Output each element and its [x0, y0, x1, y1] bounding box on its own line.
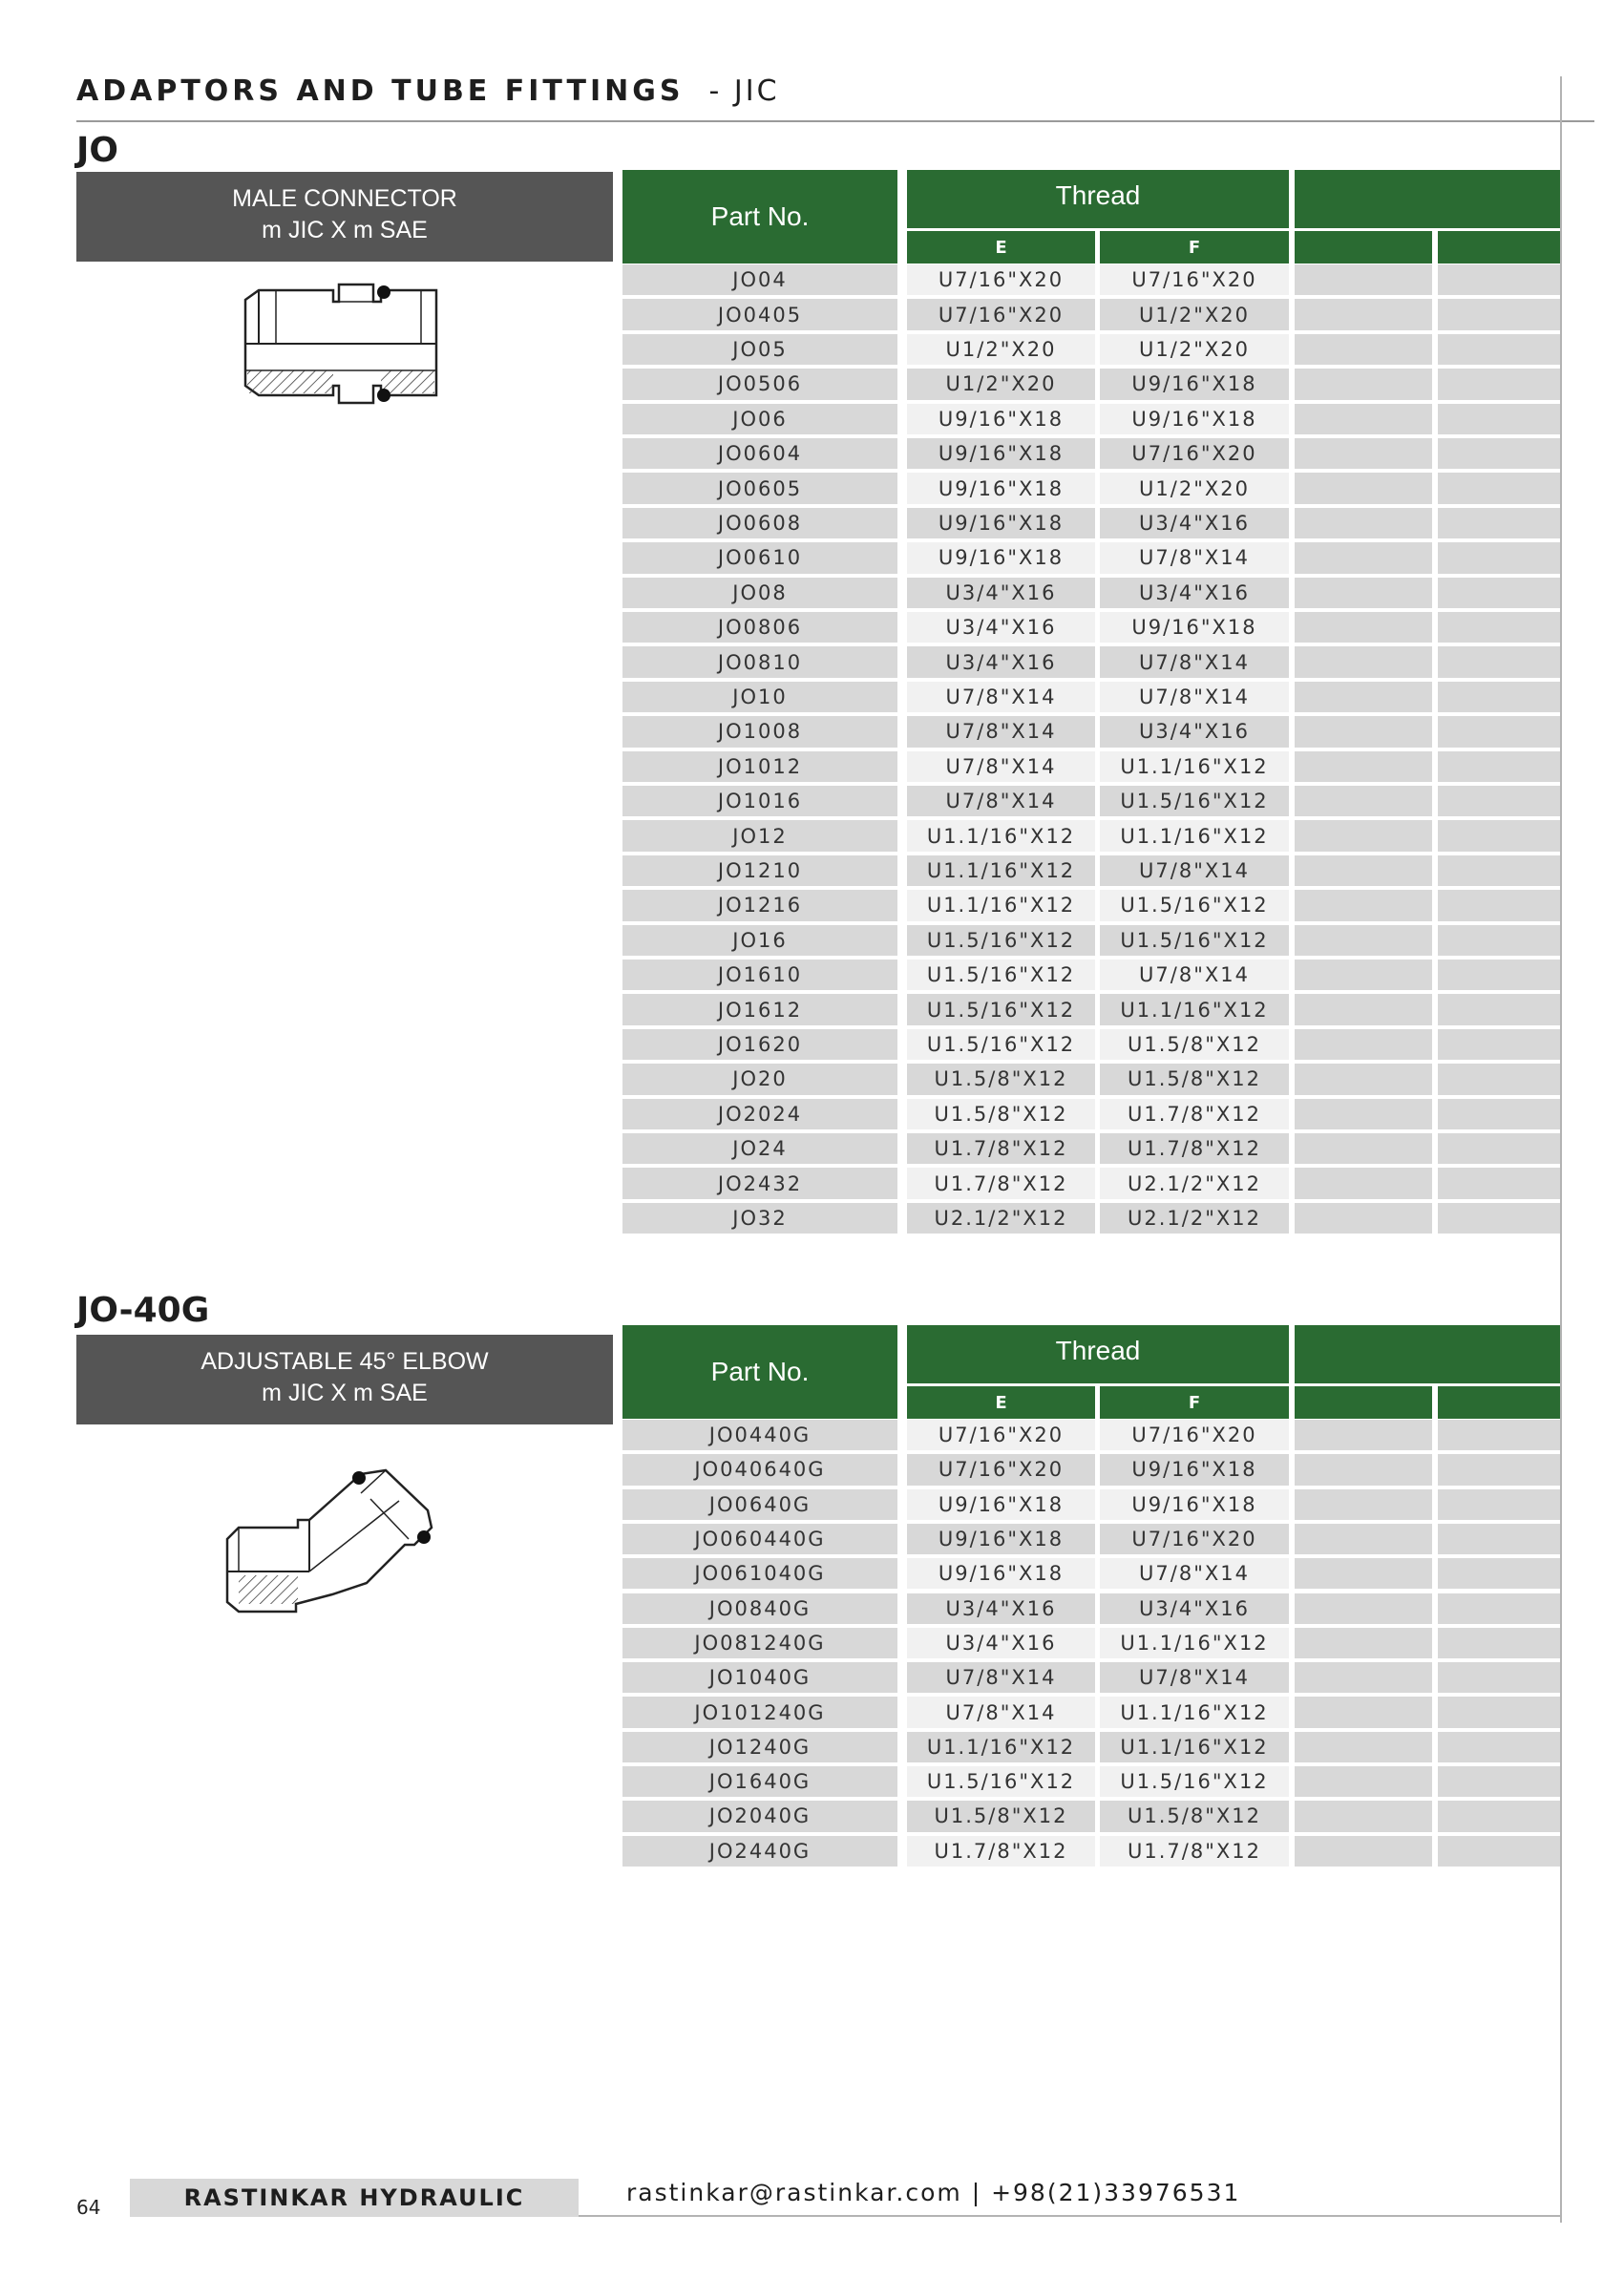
thread-f-cell: U1.5/8"X12 [1100, 1064, 1289, 1094]
contact-info: rastinkar@rastinkar.com | +98(21)33976531 [626, 2179, 1241, 2206]
thread-e-cell: U9/16"X18 [907, 438, 1095, 469]
blank-cell [1295, 1168, 1432, 1198]
thread-f-cell: U7/16"X20 [1100, 264, 1289, 295]
blank-cell [1438, 1099, 1560, 1129]
blank-cell [1295, 612, 1432, 643]
thread-f-header: F [1100, 1386, 1289, 1419]
thread-header: Thread [907, 170, 1289, 228]
thread-f-header: F [1100, 231, 1289, 264]
section-description [76, 172, 613, 262]
thread-e-cell: U7/8"X14 [907, 682, 1095, 712]
part-number-cell: JO0605 [622, 473, 897, 503]
title-divider [76, 120, 1594, 122]
description-line: m JIC X m SAE [262, 217, 428, 243]
part-number-cell: JO12 [622, 820, 897, 851]
blank-cell [1295, 960, 1432, 990]
part-number-cell: JO32 [622, 1203, 897, 1234]
thread-f-cell: U1.7/8"X12 [1100, 1133, 1289, 1164]
thread-e-cell: U7/8"X14 [907, 716, 1095, 747]
thread-e-cell: U9/16"X18 [907, 1489, 1095, 1520]
thread-f-cell: U1.5/16"X12 [1100, 786, 1289, 816]
blank-cell [1438, 1558, 1560, 1589]
thread-e-cell: U1.5/8"X12 [907, 1801, 1095, 1831]
blank-cell [1438, 1662, 1560, 1693]
blank-cell [1438, 1489, 1560, 1520]
part-number-cell: JO101240G [622, 1697, 897, 1727]
blank-cell [1295, 820, 1432, 851]
blank-cell [1295, 1203, 1432, 1234]
thread-e-cell: U9/16"X18 [907, 1558, 1095, 1589]
part-number-cell: JO060440G [622, 1524, 897, 1554]
part-number-cell: JO0840G [622, 1593, 897, 1624]
thread-e-cell: U7/16"X20 [907, 1420, 1095, 1450]
description-line: ADJUSTABLE 45° ELBOW [200, 1348, 489, 1375]
part-number-cell: JO0806 [622, 612, 897, 643]
blank-cell [1438, 578, 1560, 608]
blank-cell [1438, 1203, 1560, 1234]
thread-e-cell: U3/4"X16 [907, 578, 1095, 608]
blank-cell [1295, 1454, 1432, 1485]
page-title-sub: - JIC [708, 74, 780, 108]
blank-cell [1438, 1168, 1560, 1198]
footer-divider [579, 2215, 1560, 2217]
thread-e-cell: U2.1/2"X12 [907, 1203, 1095, 1234]
blank-cell [1295, 855, 1432, 886]
blank-cell [1438, 542, 1560, 573]
part-number-cell: JO0506 [622, 369, 897, 399]
description-line: m JIC X m SAE [262, 1380, 428, 1406]
blank-cell [1295, 334, 1432, 365]
page-title-main: ADAPTORS AND TUBE FITTINGS [76, 74, 685, 108]
part-number-cell: JO1216 [622, 890, 897, 920]
part-number-cell: JO10 [622, 682, 897, 712]
thread-e-cell: U1/2"X20 [907, 369, 1095, 399]
part-number-cell: JO0610 [622, 542, 897, 573]
right-margin-rule [1560, 76, 1562, 2223]
part-number-cell: JO0440G [622, 1420, 897, 1450]
thread-e-cell: U1.1/16"X12 [907, 890, 1095, 920]
blank-header [1295, 170, 1560, 228]
description-line: MALE CONNECTOR [232, 185, 457, 212]
blank-cell [1295, 1524, 1432, 1554]
blank-cell [1438, 1133, 1560, 1164]
part-number-cell: JO06 [622, 404, 897, 434]
thread-e-cell: U3/4"X16 [907, 1628, 1095, 1658]
part-number-cell: JO0608 [622, 508, 897, 538]
thread-f-cell: U1.7/8"X12 [1100, 1836, 1289, 1867]
thread-e-cell: U7/8"X14 [907, 786, 1095, 816]
part-number-cell: JO16 [622, 925, 897, 956]
blank-cell [1438, 855, 1560, 886]
thread-e-cell: U1.5/8"X12 [907, 1064, 1095, 1094]
thread-e-cell: U7/8"X14 [907, 1697, 1095, 1727]
part-number-cell: JO1620 [622, 1029, 897, 1060]
part-number-cell: JO1640G [622, 1766, 897, 1797]
thread-f-cell: U1/2"X20 [1100, 334, 1289, 365]
blank-cell [1295, 925, 1432, 956]
blank-cell [1438, 264, 1560, 295]
part-number-cell: JO1040G [622, 1662, 897, 1693]
blank-cell [1295, 1489, 1432, 1520]
thread-e-header: E [907, 231, 1095, 264]
blank-cell [1295, 369, 1432, 399]
part-number-cell: JO1016 [622, 786, 897, 816]
blank-cell [1438, 369, 1560, 399]
blank-cell [1438, 1454, 1560, 1485]
thread-e-cell: U9/16"X18 [907, 1524, 1095, 1554]
thread-f-cell: U9/16"X18 [1100, 369, 1289, 399]
blank-cell [1295, 994, 1432, 1024]
thread-f-cell: U7/8"X14 [1100, 682, 1289, 712]
thread-f-cell: U1/2"X20 [1100, 473, 1289, 503]
thread-e-cell: U7/8"X14 [907, 1662, 1095, 1693]
thread-e-cell: U1.5/16"X12 [907, 994, 1095, 1024]
thread-e-cell: U3/4"X16 [907, 646, 1095, 677]
thread-f-cell: U7/8"X14 [1100, 960, 1289, 990]
blank-cell [1438, 1697, 1560, 1727]
blank-cell [1438, 960, 1560, 990]
blank-cell [1438, 508, 1560, 538]
blank-cell [1438, 1593, 1560, 1624]
blank-cell [1438, 438, 1560, 469]
blank-cell [1295, 1662, 1432, 1693]
blank-cell [1438, 612, 1560, 643]
blank-cell [1295, 1420, 1432, 1450]
thread-f-cell: U9/16"X18 [1100, 1489, 1289, 1520]
thread-e-cell: U1.1/16"X12 [907, 1732, 1095, 1762]
part-number-cell: JO24 [622, 1133, 897, 1164]
thread-f-cell: U1.1/16"X12 [1100, 1697, 1289, 1727]
thread-f-cell: U3/4"X16 [1100, 716, 1289, 747]
blank-cell [1295, 1732, 1432, 1762]
thread-e-header: E [907, 1386, 1095, 1419]
part-number-cell: JO05 [622, 334, 897, 365]
blank-cell [1295, 786, 1432, 816]
part-number-header: Part No. [622, 1325, 897, 1419]
thread-e-cell: U7/16"X20 [907, 1454, 1095, 1485]
blank-cell [1438, 890, 1560, 920]
part-number-cell: JO2024 [622, 1099, 897, 1129]
thread-f-cell: U1.5/16"X12 [1100, 925, 1289, 956]
blank-cell [1295, 1064, 1432, 1094]
blank-cell [1295, 716, 1432, 747]
thread-f-cell: U1.1/16"X12 [1100, 1732, 1289, 1762]
thread-e-cell: U7/16"X20 [907, 264, 1095, 295]
part-number-cell: JO0810 [622, 646, 897, 677]
blank-cell [1438, 646, 1560, 677]
page-number: 64 [76, 2196, 101, 2219]
page-title [76, 74, 780, 108]
blank-cell [1438, 1836, 1560, 1867]
thread-e-cell: U3/4"X16 [907, 1593, 1095, 1624]
thread-e-cell: U1.7/8"X12 [907, 1836, 1095, 1867]
thread-f-cell: U7/8"X14 [1100, 542, 1289, 573]
blank-cell [1295, 473, 1432, 503]
blank-cell [1295, 264, 1432, 295]
blank-cell [1295, 751, 1432, 782]
blank-cell [1295, 682, 1432, 712]
blank-cell [1295, 438, 1432, 469]
blank-cell [1295, 299, 1432, 329]
thread-e-cell: U1.1/16"X12 [907, 855, 1095, 886]
blank-subheader [1438, 1386, 1560, 1419]
part-number-cell: JO0405 [622, 299, 897, 329]
thread-f-cell: U7/8"X14 [1100, 1662, 1289, 1693]
thread-f-cell: U1.5/16"X12 [1100, 890, 1289, 920]
thread-e-cell: U1.5/16"X12 [907, 1029, 1095, 1060]
part-number-cell: JO2440G [622, 1836, 897, 1867]
thread-f-cell: U2.1/2"X12 [1100, 1168, 1289, 1198]
part-number-cell: JO0604 [622, 438, 897, 469]
blank-cell [1295, 1836, 1432, 1867]
brand-name: RASTINKAR HYDRAULIC [130, 2179, 579, 2217]
part-number-cell: JO1240G [622, 1732, 897, 1762]
blank-cell [1295, 1029, 1432, 1060]
part-number-cell: JO1008 [622, 716, 897, 747]
thread-f-cell: U9/16"X18 [1100, 1454, 1289, 1485]
part-number-cell: JO1610 [622, 960, 897, 990]
thread-f-cell: U1.5/16"X12 [1100, 1766, 1289, 1797]
part-number-cell: JO04 [622, 264, 897, 295]
section-code: JO-40G [76, 1291, 210, 1330]
thread-e-cell: U1.7/8"X12 [907, 1168, 1095, 1198]
thread-f-cell: U3/4"X16 [1100, 1593, 1289, 1624]
thread-e-cell: U7/16"X20 [907, 299, 1095, 329]
blank-cell [1295, 404, 1432, 434]
thread-e-cell: U1.7/8"X12 [907, 1133, 1095, 1164]
blank-cell [1295, 1099, 1432, 1129]
blank-cell [1438, 1420, 1560, 1450]
part-number-cell: JO061040G [622, 1558, 897, 1589]
part-number-cell: JO0640G [622, 1489, 897, 1520]
blank-cell [1295, 890, 1432, 920]
thread-f-cell: U1.1/16"X12 [1100, 751, 1289, 782]
blank-cell [1295, 1801, 1432, 1831]
thread-f-cell: U7/16"X20 [1100, 1524, 1289, 1554]
blank-cell [1438, 1029, 1560, 1060]
part-number-cell: JO1612 [622, 994, 897, 1024]
thread-e-cell: U9/16"X18 [907, 542, 1095, 573]
blank-cell [1438, 925, 1560, 956]
blank-cell [1438, 1524, 1560, 1554]
thread-e-cell: U1.5/16"X12 [907, 1766, 1095, 1797]
section-code: JO [76, 131, 118, 170]
blank-cell [1295, 578, 1432, 608]
part-number-cell: JO1012 [622, 751, 897, 782]
thread-f-cell: U3/4"X16 [1100, 508, 1289, 538]
part-number-cell: JO2432 [622, 1168, 897, 1198]
thread-e-cell: U1.5/16"X12 [907, 960, 1095, 990]
thread-e-cell: U3/4"X16 [907, 612, 1095, 643]
thread-f-cell: U1.7/8"X12 [1100, 1099, 1289, 1129]
thread-f-cell: U7/16"X20 [1100, 1420, 1289, 1450]
blank-cell [1438, 994, 1560, 1024]
blank-subheader [1295, 1386, 1432, 1419]
thread-f-cell: U9/16"X18 [1100, 404, 1289, 434]
thread-f-cell: U3/4"X16 [1100, 578, 1289, 608]
thread-e-cell: U7/8"X14 [907, 751, 1095, 782]
part-number-header: Part No. [622, 170, 897, 264]
thread-f-cell: U2.1/2"X12 [1100, 1203, 1289, 1234]
thread-e-cell: U1.5/8"X12 [907, 1099, 1095, 1129]
blank-subheader [1438, 231, 1560, 264]
blank-cell [1438, 682, 1560, 712]
blank-cell [1438, 1801, 1560, 1831]
thread-e-cell: U1/2"X20 [907, 334, 1095, 365]
blank-cell [1438, 786, 1560, 816]
blank-cell [1295, 542, 1432, 573]
section-description [76, 1335, 613, 1424]
thread-e-cell: U9/16"X18 [907, 473, 1095, 503]
blank-cell [1438, 404, 1560, 434]
blank-cell [1295, 1697, 1432, 1727]
thread-f-cell: U7/8"X14 [1100, 646, 1289, 677]
blank-cell [1295, 1133, 1432, 1164]
thread-header: Thread [907, 1325, 1289, 1383]
blank-subheader [1295, 231, 1432, 264]
blank-cell [1438, 1732, 1560, 1762]
thread-f-cell: U7/8"X14 [1100, 855, 1289, 886]
blank-cell [1438, 820, 1560, 851]
blank-cell [1438, 473, 1560, 503]
blank-cell [1438, 716, 1560, 747]
part-number-cell: JO2040G [622, 1801, 897, 1831]
blank-cell [1295, 1558, 1432, 1589]
blank-cell [1295, 1766, 1432, 1797]
part-number-cell: JO08 [622, 578, 897, 608]
blank-cell [1438, 334, 1560, 365]
thread-e-cell: U1.1/16"X12 [907, 820, 1095, 851]
thread-f-cell: U1/2"X20 [1100, 299, 1289, 329]
blank-cell [1438, 1628, 1560, 1658]
thread-e-cell: U9/16"X18 [907, 508, 1095, 538]
blank-cell [1438, 1064, 1560, 1094]
thread-e-cell: U9/16"X18 [907, 404, 1095, 434]
part-number-cell: JO040640G [622, 1454, 897, 1485]
thread-f-cell: U1.5/8"X12 [1100, 1029, 1289, 1060]
thread-f-cell: U1.5/8"X12 [1100, 1801, 1289, 1831]
thread-f-cell: U1.1/16"X12 [1100, 994, 1289, 1024]
part-number-cell: JO20 [622, 1064, 897, 1094]
part-number-cell: JO081240G [622, 1628, 897, 1658]
thread-f-cell: U9/16"X18 [1100, 612, 1289, 643]
blank-cell [1438, 1766, 1560, 1797]
straight-male-connector-drawing-icon [234, 279, 444, 412]
blank-cell [1438, 751, 1560, 782]
blank-cell [1295, 1593, 1432, 1624]
45-degree-elbow-drawing-icon [218, 1451, 466, 1618]
part-number-cell: JO1210 [622, 855, 897, 886]
thread-f-cell: U1.1/16"X12 [1100, 820, 1289, 851]
thread-e-cell: U1.5/16"X12 [907, 925, 1095, 956]
blank-cell [1295, 646, 1432, 677]
blank-cell [1295, 508, 1432, 538]
blank-header [1295, 1325, 1560, 1383]
thread-f-cell: U7/16"X20 [1100, 438, 1289, 469]
blank-cell [1438, 299, 1560, 329]
blank-cell [1295, 1628, 1432, 1658]
thread-f-cell: U1.1/16"X12 [1100, 1628, 1289, 1658]
thread-f-cell: U7/8"X14 [1100, 1558, 1289, 1589]
